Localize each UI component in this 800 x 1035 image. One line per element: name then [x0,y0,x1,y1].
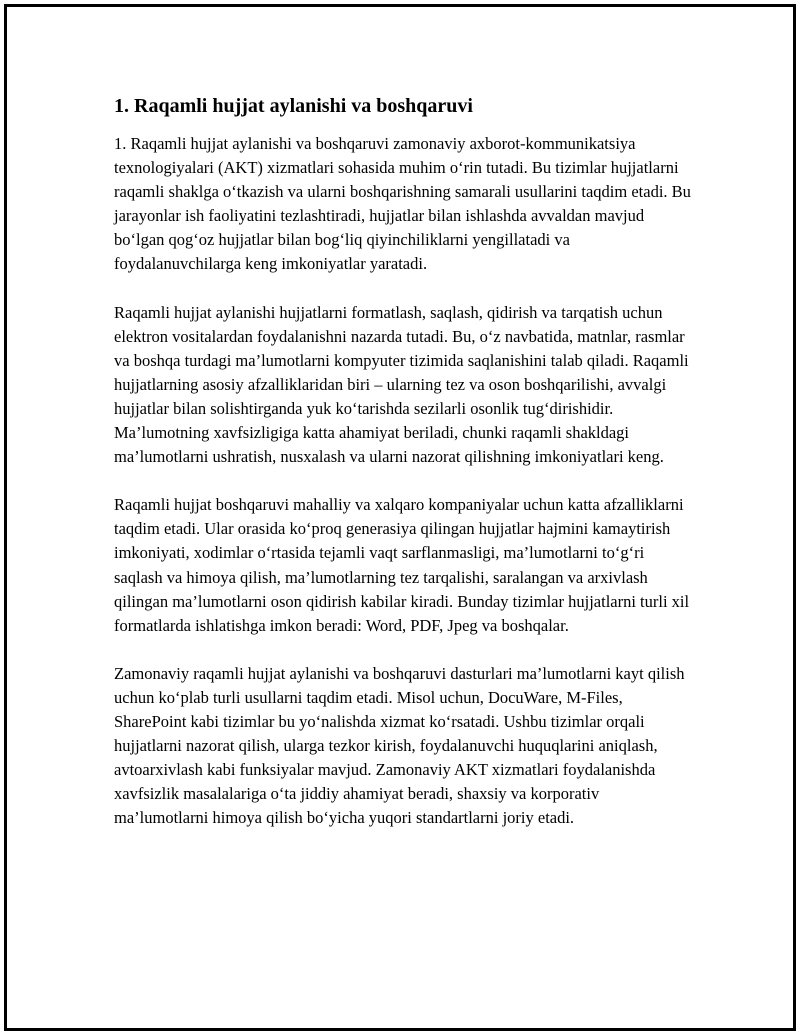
document-body [114,92,694,854]
paragraph-3: Raqamli hujjat boshqaruvi mahalliy va xalqaro kompaniyalar uchun katta afzalliklarni taqdim etadi. Ular orasida ko‘proq generasiya qilingan hujjatlar hajmini kamaytirish imkoniyati, xodimlar o‘rtasida tejamli vaqt sarflanmasligi, ma’lumotlarni to‘g‘ri saqlash va himoya qilish, ma’lumotlarning tez tarqalishi, saralangan va arxivlash qilingan ma’lumotlarni oson qidirish kabilar kiradi. Bunday tizimlar hujjatlarni turli xil formatlarda ishlatishga imkon beradi: Word, PDF, Jpeg va boshqalar. [114,495,690,635]
document-title: 1. Raqamli hujjat aylanishi va boshqaruvi [114,95,473,117]
paragraph-2: Raqamli hujjat aylanishi hujjatlarni formatlash, saqlash, qidirish va tarqatish uchun elektron vositalardan foydalanishni nazarda tutadi. Bu, o‘z navbatida, matnlar, rasmlar va boshqa turdagi ma’lumotlarni kompyuter tizimida saqlanishini talab qiladi. Raqamli hujjatlarning asosiy afzalliklaridan biri – ularning tez va oson boshqarilishi, avvalgi hujjatlar bilan solishtirganda yuk ko‘tarishda sezilarli osonlik tug‘dirishidir. Ma’lumotning xavfsizligiga katta ahamiyat beriladi, chunki raqamli shakldagi ma’lumotlarni ushratish, nusxalash va ularni nazorat qilishning imkoniyatlari keng. [114,302,689,467]
paragraph-4: Zamonaviy raqamli hujjat aylanishi va boshqaruvi dasturlari ma’lumotlarni kayt qilish uchun ko‘plab turli usullarni taqdim etadi. Misol uchun, DocuWare, M-Files, SharePoint kabi tizimlar bu yo‘nalishda xizmat ko‘rsatadi. Ushbu tizimlar orqali hujjatlarni nazorat qilish, ularga tezkor kirish, foydalanuvchi huquqlarini aniqlash, avtoarxivlash kabi funksiyalar mavjud. Zamonaviy AKT xizmatlari foydalanishda xavfsizlik masalalariga o‘ta jiddiy ahamiyat beradi, shaxsiy va korporativ ma’lumotlarni himoya qilish bo‘yicha yuqori standartlarni joriy etadi. [114,663,685,828]
paragraph-1: 1. Raqamli hujjat aylanishi va boshqaruvi zamonaviy axborot-kommunikatsiya texnologiyalari (AKT) xizmatlari sohasida muhim o‘rin tutadi. Bu tizimlar hujjatlarni raqamli shaklga o‘tkazish va ularni boshqarishning samarali usullarini taqdim etadi. Bu jarayonlar ish faoliyatini tezlashtiradi, hujjatlar bilan ishlashda avvaldan mavjud bo‘lgan qog‘oz hujjatlar bilan bog‘liq qiyinchiliklarni yengillatadi va foydalanuvchilarga keng imkoniyatlar yaratadi. [114,134,691,274]
